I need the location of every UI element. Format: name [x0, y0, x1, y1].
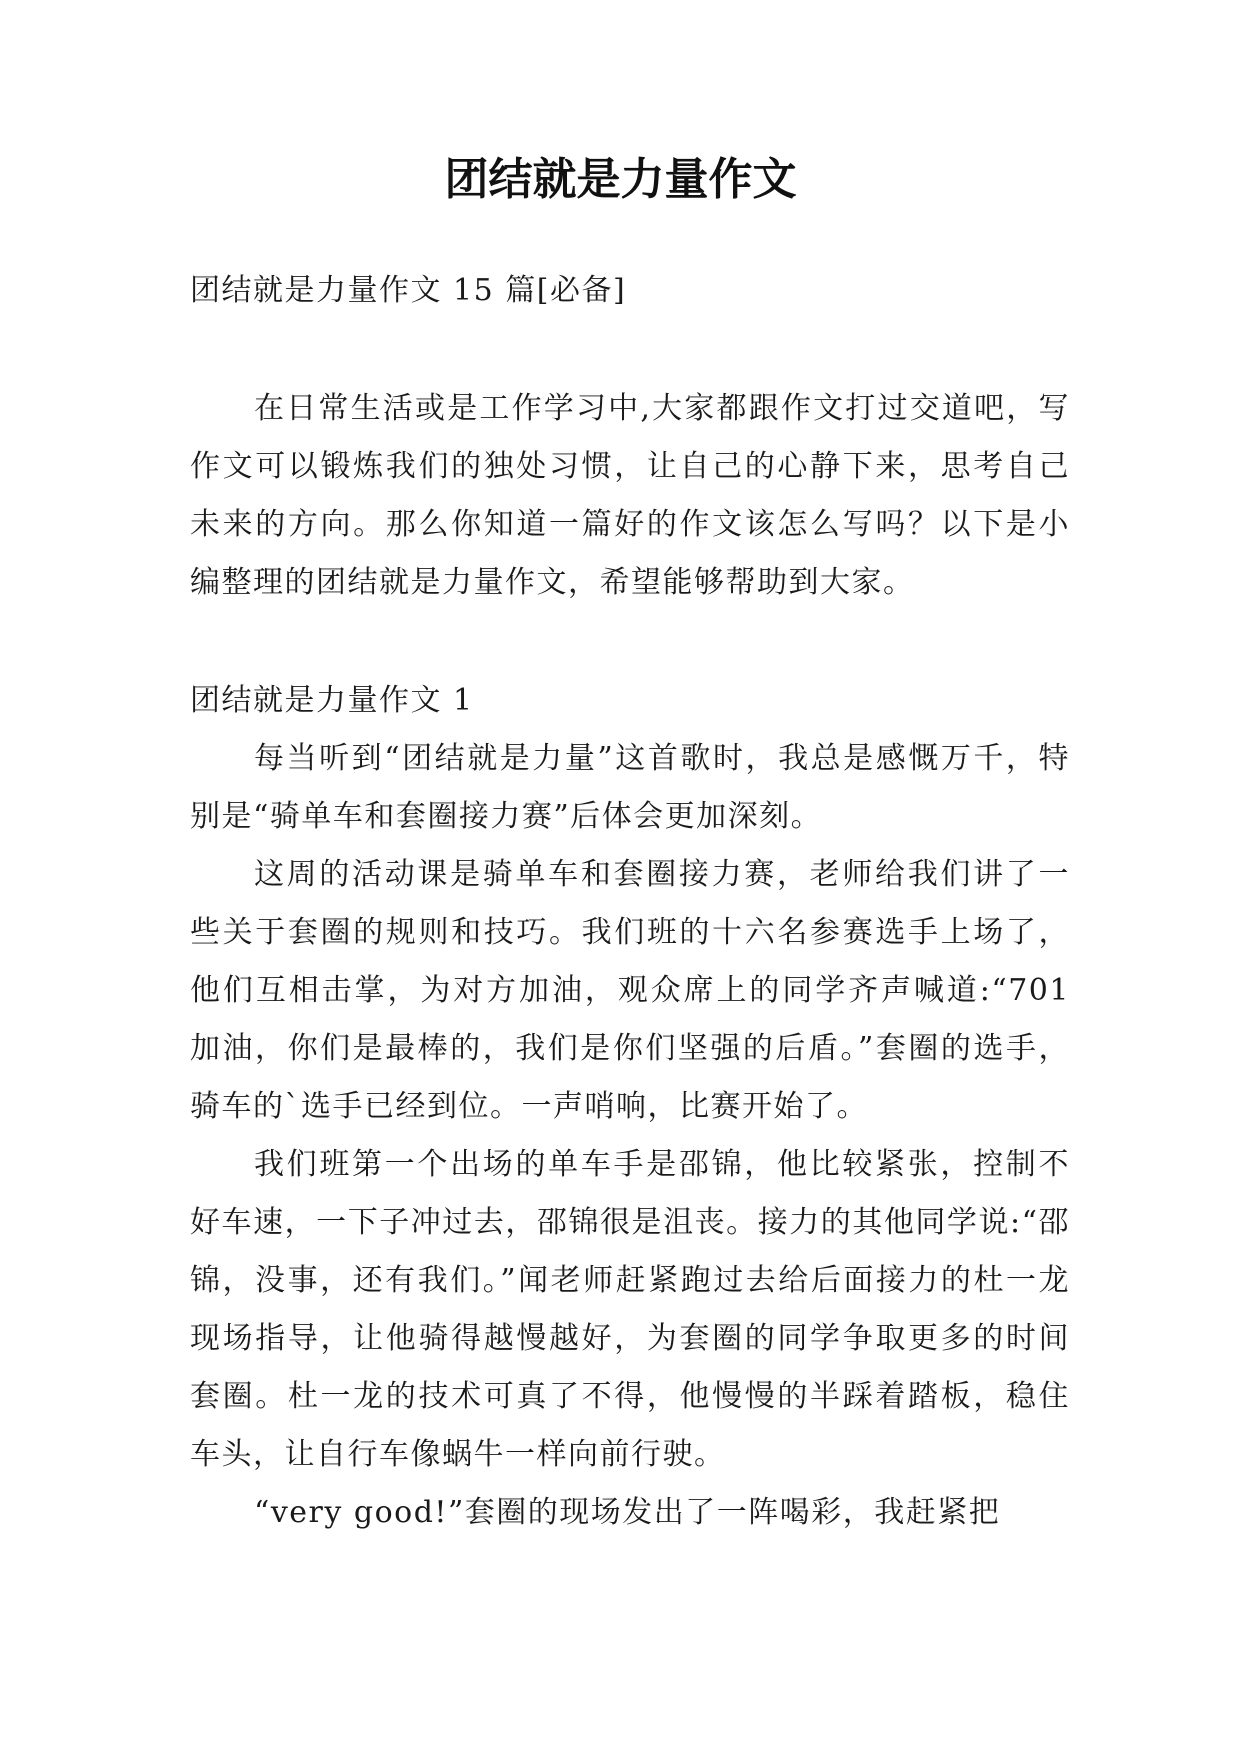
body-paragraph: 我们班第一个出场的单车手是邵锦，他比较紧张，控制不好车速，一下子冲过去，邵锦很是沮丧。接力的其他同学说:“邵锦，没事，还有我们。”闻老师赶紧跑过去给后面接力的杜一龙现场指导，让他骑得越慢越好，为套圈的同学争取更多的时间套圈。杜一龙的技术可真了不得，他慢慢的半踩着踏板，稳住车头，让自行车像蜗牛一样向前行驶。 — [190, 1147, 1070, 1472]
body-paragraph: 这周的活动课是骑单车和套圈接力赛，老师给我们讲了一些关于套圈的规则和技巧。我们班的十六名参赛选手上场了，他们互相击掌，为对方加油，观众席上的同学齐声喊道:“701 加油，你们是最棒的，我们是你们坚强的后盾。”套圈的选手，骑车的`选手已经到位。一声哨响，比赛开始了。 — [190, 857, 1070, 1124]
body-paragraph: “very good!”套圈的现场发出了一阵喝彩，我赶紧把 — [254, 1495, 1001, 1530]
document-subtitle: 团结就是力量作文 15 篇[必备] — [190, 273, 627, 308]
section-title: 团结就是力量作文 1 — [190, 683, 474, 718]
document-body — [190, 262, 1070, 1542]
body-paragraph: 每当听到“团结就是力量”这首歌时，我总是感慨万千，特别是“骑单车和套圈接力赛”后体会更加深刻。 — [190, 741, 1070, 834]
intro-paragraph: 在日常生活或是工作学习中,大家都跟作文打过交道吧，写作文可以锻炼我们的独处习惯，让自己的心静下来，思考自己未来的方向。那么你知道一篇好的作文该怎么写吗？以下是小编整理的团结就是力量作文，希望能够帮助到大家。 — [190, 391, 1070, 600]
document-title: 团结就是力量作文 — [444, 154, 797, 205]
